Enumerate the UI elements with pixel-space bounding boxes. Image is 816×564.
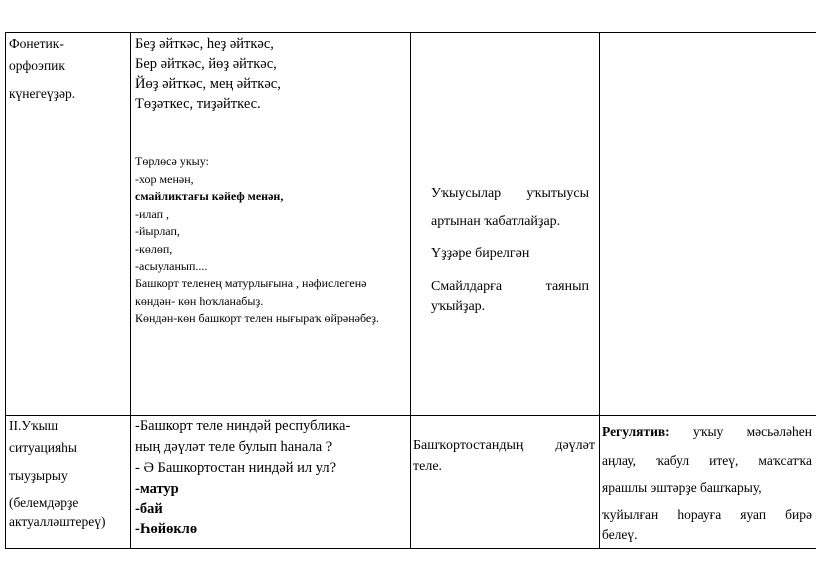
instruction-line: Төрлөсә укыу: xyxy=(135,154,209,168)
row2-stage-line: актуалләштереү) xyxy=(9,514,106,529)
row2-stage-line: II.Уҡыш xyxy=(9,418,59,433)
uud-line: ҡуйылған һорауға яуап бирә xyxy=(602,507,812,522)
row2-student-activity-cell xyxy=(413,438,595,488)
answer-line: -бай xyxy=(135,501,163,517)
row1-stage-cell xyxy=(9,36,127,156)
uud-line-text: уҡыу мәсьәләһен xyxy=(693,424,812,439)
instruction-line: смайликтағы кәйеф менән, xyxy=(135,189,284,203)
table-col-divider-1 xyxy=(130,32,131,549)
instruction-line: -асыуланып.... xyxy=(135,259,208,273)
instruction-line: -йырлап, xyxy=(135,224,180,238)
instruction-line: -көлөп, xyxy=(135,242,173,256)
uud-line: белеү. xyxy=(602,527,638,542)
row2-stage-cell xyxy=(9,418,127,546)
uud-label: Регулятив: xyxy=(602,424,670,439)
answer-line: -Һөйөклө xyxy=(135,521,198,537)
question-line: ның дәүләт теле булып һанала ? xyxy=(135,439,333,455)
row2-uud-cell xyxy=(602,424,812,546)
table-col-divider-2 xyxy=(410,32,411,549)
student-activity-line: уҡыйҙар. xyxy=(431,299,486,314)
row1-stage-line: орфоэпик xyxy=(9,58,65,73)
row2-stage-line: ситуацияһы xyxy=(9,440,77,455)
answer-text-line: теле. xyxy=(413,459,443,474)
row2-stage-line: тыуҙырыу xyxy=(9,468,68,483)
verse-line: Беҙ әйткәс, һеҙ әйткәс, xyxy=(135,36,274,52)
student-activity-line: Уҡыусылар уҡытыусы xyxy=(431,186,589,201)
row1-content-cell xyxy=(135,36,407,411)
instruction-line: -хор менән, xyxy=(135,172,194,186)
student-activity-line: Смайлдарға таянып xyxy=(431,279,589,294)
student-activity-line: артынан ҡабатлайҙар. xyxy=(431,214,561,229)
instruction-line: көндән- көн һоҡланабыҙ. xyxy=(135,294,264,308)
instruction-line: -илап , xyxy=(135,207,169,221)
verse-line: Йөҙ әйткәс, мең әйткәс, xyxy=(135,76,281,92)
verse-line: Бер әйткәс, йөҙ әйткәс, xyxy=(135,56,277,72)
uud-line xyxy=(602,424,812,440)
verse-line: Төҙәткес, тиҙәйткес. xyxy=(135,96,261,112)
uud-line: аңлау, ҡабул итеү, маҡсатҡа xyxy=(602,453,812,468)
instruction-line: Башкорт теленең матурлығына , нәфислегенә xyxy=(135,276,367,290)
instruction-line: Көндән-көн башкорт телен нығыраҡ өйрәнәбеҙ. xyxy=(135,311,379,325)
answer-line: -матур xyxy=(135,481,179,497)
uud-line: ярашлы эштәрҙе башҡарыу, xyxy=(602,480,762,495)
question-line: -Башкорт теле ниндәй республика- xyxy=(135,418,351,434)
table-border-left xyxy=(5,32,6,549)
row2-stage-line: (белемдәрҙе xyxy=(9,495,79,510)
answer-text-line: Башҡортостандың дәүләт xyxy=(413,438,595,453)
table-col-divider-3 xyxy=(599,32,600,549)
row1-stage-line: Фонетик- xyxy=(9,36,64,51)
student-activity-line: Үҙҙәре бирелгән xyxy=(431,246,530,261)
question-line: - Ә Башкортостан ниндәй ил ул? xyxy=(135,460,337,476)
row2-content-cell xyxy=(135,418,407,546)
row1-student-activity-cell xyxy=(431,186,589,336)
row1-stage-line: күнегеүҙәр. xyxy=(9,86,76,101)
